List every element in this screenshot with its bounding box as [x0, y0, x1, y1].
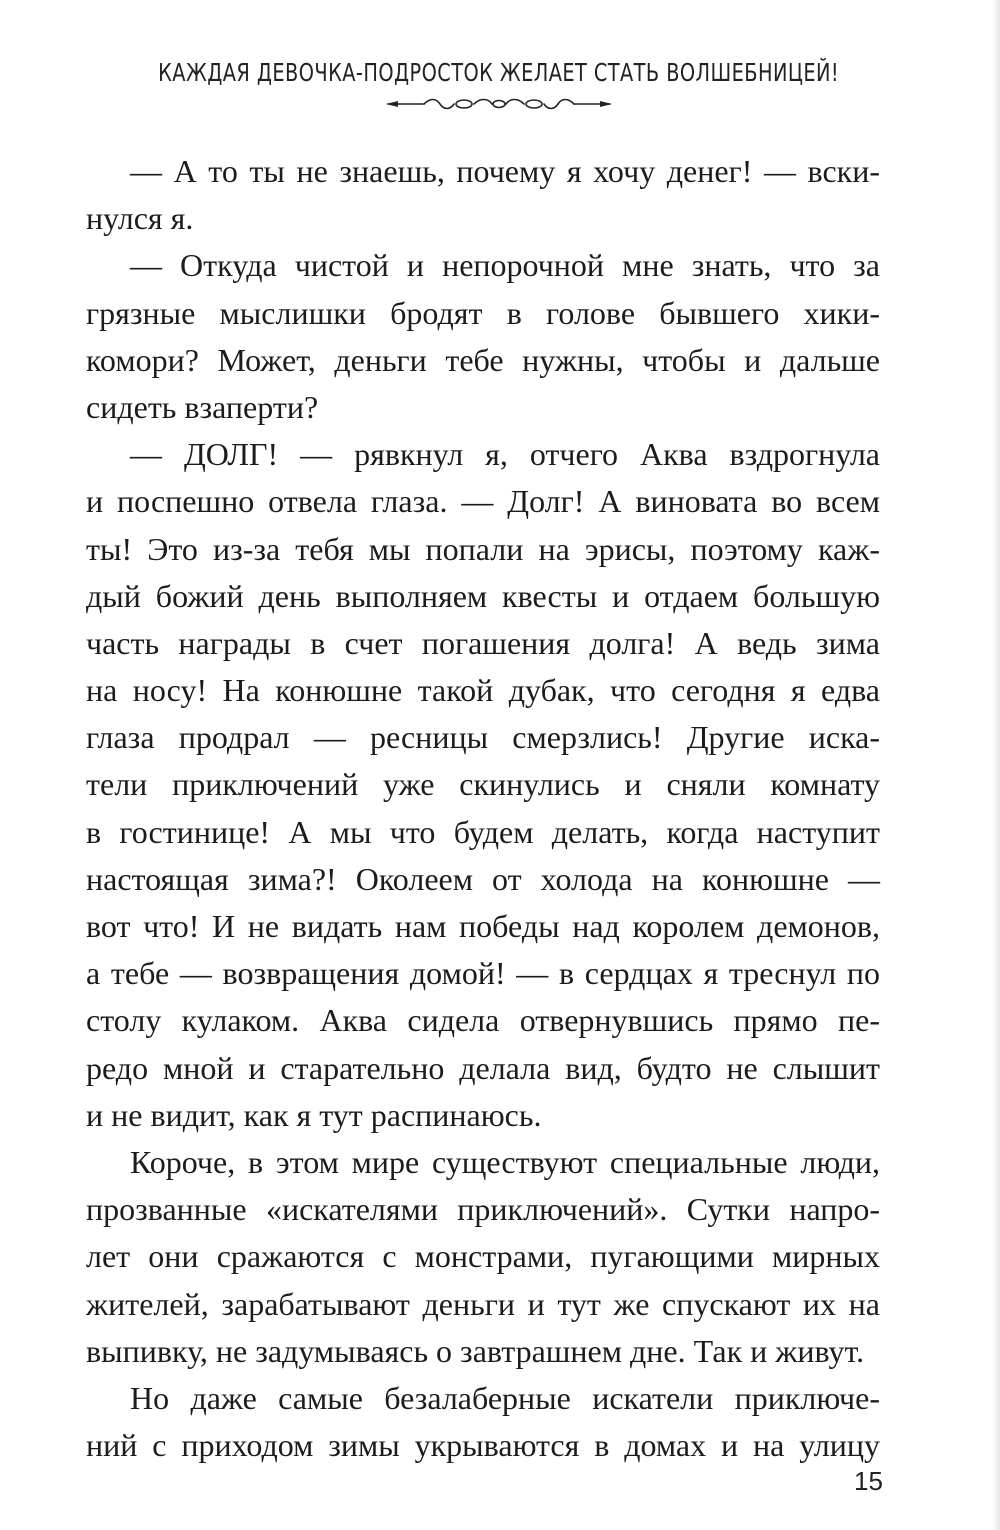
text-line: лет они сражаются с монстрами, пугающими мирных — [86, 1238, 880, 1275]
text-line: — А то ты не знаешь, почему я хочу денег! — вски- — [130, 153, 880, 189]
text-line: настоящая зима?! Околеем от холода на конюшне — — [86, 860, 880, 897]
page-number: 15 — [854, 1466, 883, 1496]
page-edge-shadow — [992, 0, 1000, 1530]
body-text — [86, 148, 880, 1469]
text-line: прозванные «искателями приключений». Сутки напро- — [86, 1191, 880, 1228]
text-line: и не видит, как я тут распинаюсь. — [86, 1096, 542, 1133]
text-line: на носу! На конюшне такой дубак, что сегодня я едва — [86, 672, 880, 709]
text-line: — ДОЛГ! — рявкнул я, отчего Аква вздрогнула — [130, 436, 880, 473]
text-line: часть награды в счет погашения долга! А ведь зима — [86, 624, 880, 661]
text-line: Короче, в этом мире существуют специальные люди, — [130, 1143, 880, 1180]
text-line: комори? Может, деньги тебе нужны, чтобы и дальше — [86, 341, 880, 378]
text-line: тели приключений уже скинулись и сняли комнату — [86, 766, 880, 803]
text-line: жителей, зарабатывают деньги и тут же спускают их на — [86, 1285, 880, 1322]
text-line: грязные мыслишки бродят в голове бывшего хики- — [86, 294, 880, 331]
text-line: Но даже самые безалаберные искатели приключе- — [130, 1379, 880, 1416]
text-line: и поспешно отвела глаза. — Долг! А виновата во всем — [86, 483, 880, 520]
text-line: ты! Это из-за тебя мы попали на эрисы, поэтому каж- — [86, 530, 880, 567]
text-line: — Откуда чистой и непорочной мне знать, что за — [130, 247, 880, 284]
text-line: сидеть взаперти? — [86, 388, 319, 425]
text-line: выпивку, не задумываясь о завтрашнем дне. Так и живут. — [86, 1332, 865, 1369]
decorative-flourish-icon — [384, 92, 614, 116]
text-line: а тебе — возвращения домой! — в сердцах я треснул по — [86, 955, 880, 992]
text-line: столу кулаком. Аква сидела отвернувшись прямо пе- — [86, 1002, 880, 1039]
text-line: глаза продрал — ресницы смерзлись! Другие иска- — [86, 719, 880, 756]
text-line: ний с приходом зимы укрываются в домах и на улицу — [86, 1427, 880, 1464]
text-line: вот что! И не видать нам победы над королем демонов, — [86, 908, 880, 944]
running-header: КАЖДАЯ ДЕВОЧКА-ПОДРОСТОК ЖЕЛАЕТ СТАТЬ ВОЛШЕБНИЦЕЙ! — [158, 58, 840, 87]
text-line: в гостинице! А мы что будем делать, когда наступит — [86, 813, 880, 850]
text-line: нулся я. — [86, 200, 194, 237]
text-line: дый божий день выполняем квесты и отдаем большую — [86, 577, 880, 614]
text-line: редо мной и старательно делала вид, будто не слышит — [86, 1049, 880, 1086]
